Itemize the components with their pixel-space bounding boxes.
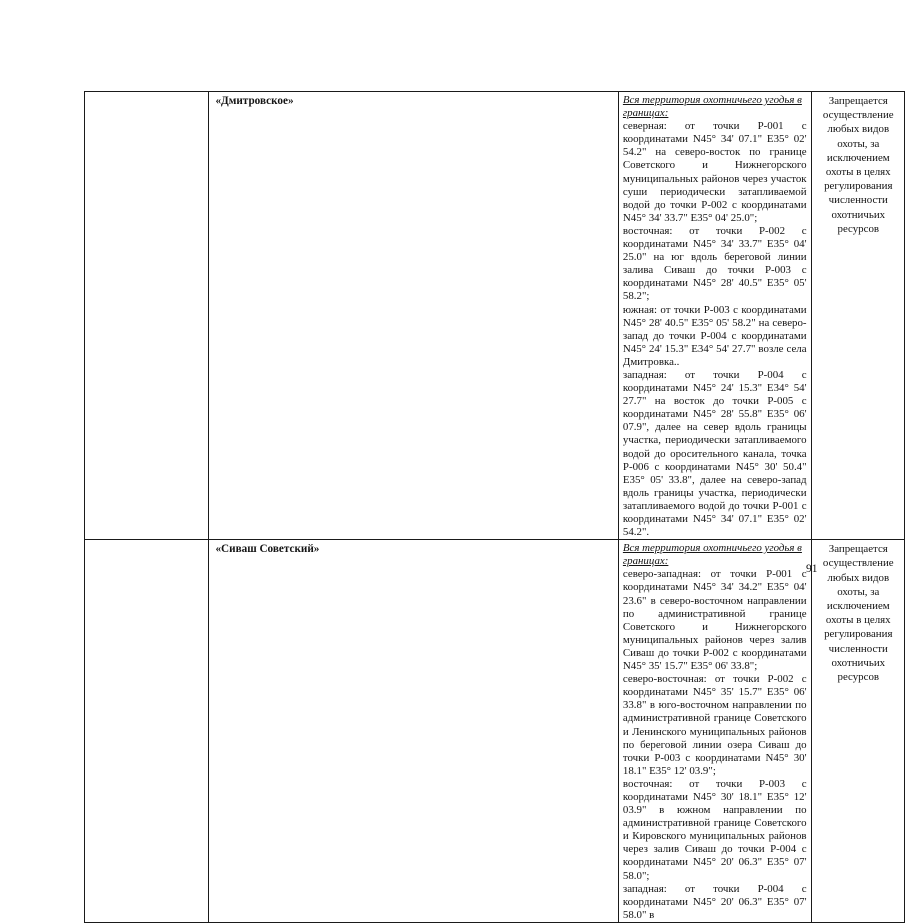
- ground-name-cell: [209, 92, 618, 540]
- boundaries-description: [619, 540, 811, 922]
- ground-name: «Сиваш Советский»: [215, 543, 320, 556]
- ground-name-cell: [209, 540, 618, 923]
- boundary-north: северная: от точки Р-001 с координатами N45° 34' 07.1" E35° 02' 54.2" на северо-восток по границе Советского и Нижнегорского муниципальных районов через участок суши периодически затапливаемой водой до точки Р-002 с координатами N45° 34' 33.7" E35° 04' 25.0";: [622, 120, 807, 224]
- ground-name: «Дмитровское»: [215, 95, 294, 107]
- restriction-cell: [811, 540, 904, 923]
- boundary-east: восточная: от точки Р-002 с координатами N45° 34' 33.7" E35° 04' 25.0" на юг вдоль береговой линии залива Сиваш до точки Р-003 с координатами N45° 28' 40.5" E35° 05' 58.2";: [622, 224, 807, 303]
- boundary-northeast: северо-восточная: от точки Р-002 с координатами N45° 35' 15.7" E35° 06' 33.8" в юго-восточном направлении по административной границе Советского и Ленинского муниципальных районов по береговой линии озера Сиваш до точки Р-003 с координатами N45° 30' 18.1" E35° 12' 03.9";: [622, 673, 807, 777]
- page-number: 91: [806, 563, 818, 575]
- boundaries-heading: Вся территория охотничьего угодья в границах:: [622, 542, 802, 568]
- index-cell: [85, 92, 209, 540]
- hunting-restriction: Запрещается осуществление любых видов охоты, за исключением охоты в целях регулирования численности охотничьих ресурсов: [822, 95, 894, 235]
- boundaries-description: [619, 92, 811, 539]
- index-cell: [85, 540, 209, 923]
- boundaries-heading: Вся территория охотничьего угодья в границах:: [622, 94, 802, 120]
- table-row: [85, 540, 905, 923]
- boundary-south: южная: от точки Р-003 с координатами N45° 28' 40.5" E35° 05' 58.2" на северо-запад до точки Р-004 с координатами N45° 24' 15.3" E34° 54' 27.7" возле села Дмитровка..: [622, 303, 807, 368]
- table-row: [85, 92, 905, 540]
- hunting-grounds-table: [84, 91, 905, 923]
- boundary-west: западная: от точки Р-004 с координатами N45° 24' 15.3" E34° 54' 27.7" на восток до точки Р-005 с координатами N45° 28' 55.8" E35° 06' 07.9", далее на север вдоль границы участка, периодически затапливаемого водой до оросительного канала, точка Р-006 с координатами N45° 30' 50.4" E35° 05' 33.8", далее на северо-запад вдоль границы участка, периодически затапливаемого водой до точки Р-001 с координатами N45° 34' 07.1" E35° 02' 54.2".: [622, 368, 807, 539]
- restriction-cell: [811, 92, 904, 540]
- boundaries-cell: [618, 92, 811, 540]
- boundary-east: восточная: от точки Р-003 с координатами N45° 30' 18.1" E35° 12' 03.9" в южном направлении по административной границе Советского и Кировского муниципальных районов через залив Сиваш до точки Р-004 с координатами N45° 20' 06.3" E35° 07' 58.0";: [622, 777, 807, 882]
- boundary-west: западная: от точки Р-004 с координатами N45° 20' 06.3" E35° 07' 58.0" в: [622, 882, 807, 921]
- boundaries-cell: [618, 540, 811, 923]
- boundary-northwest: северо-западная: от точки Р-001 с координатами N45° 34' 34.2" E35° 04' 23.6" в северо-восточном направлении по административной границе Советского и Нижнегорского муниципальных районов через залив Сиваш до точки Р-002 с координатами N45° 35' 15.7" E35° 06' 33.8";: [622, 568, 807, 673]
- hunting-restriction: Запрещается осуществление любых видов охоты, за исключением охоты в целях регулирования численности охотничьих ресурсов: [822, 543, 894, 684]
